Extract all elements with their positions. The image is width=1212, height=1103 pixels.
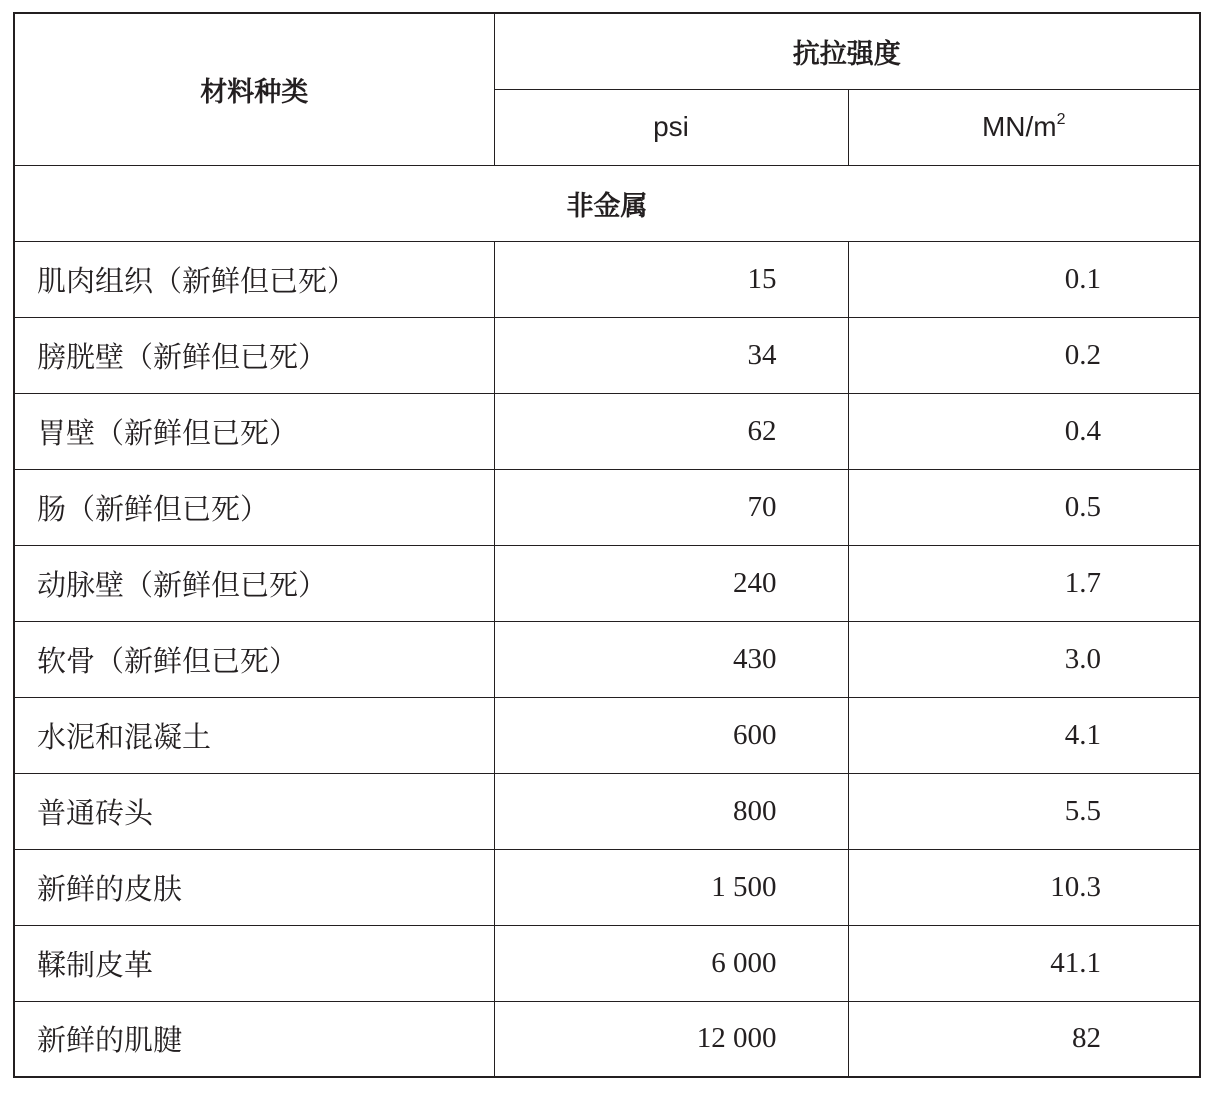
material-name-cell: 新鲜的皮肤 (14, 849, 494, 925)
psi-unit-header: psi (494, 89, 848, 165)
material-name-cell: 鞣制皮革 (14, 925, 494, 1001)
psi-value-cell: 6 000 (494, 925, 848, 1001)
table-row (14, 621, 1200, 697)
psi-value-cell: 1 500 (494, 849, 848, 925)
mn-unit-text: MN/m (981, 111, 1057, 142)
strength-header: 抗拉强度 (494, 13, 1200, 89)
material-name-cell: 新鲜的肌腱 (14, 1001, 494, 1077)
psi-value-cell: 600 (494, 697, 848, 773)
mn-value-cell: 10.3 (848, 849, 1200, 925)
material-name-cell: 肌肉组织（新鲜但已死） (14, 241, 494, 317)
mn-value-cell: 5.5 (848, 773, 1200, 849)
tensile-strength-table (13, 12, 1201, 1078)
material-name-cell: 水泥和混凝土 (14, 697, 494, 773)
table-row (14, 697, 1200, 773)
table-row (14, 393, 1200, 469)
table-row (14, 545, 1200, 621)
section-header: 非金属 (14, 165, 1200, 241)
table-row (14, 317, 1200, 393)
mn-value-cell: 0.5 (848, 469, 1200, 545)
psi-value-cell: 430 (494, 621, 848, 697)
section-row (14, 165, 1200, 241)
mn-unit-superscript: 2 (1056, 111, 1066, 128)
psi-value-cell: 15 (494, 241, 848, 317)
mn-value-cell: 1.7 (848, 545, 1200, 621)
mn-value-cell: 3.0 (848, 621, 1200, 697)
material-name-cell: 肠（新鲜但已死） (14, 469, 494, 545)
material-name-cell: 膀胱壁（新鲜但已死） (14, 317, 494, 393)
table-container (13, 12, 1201, 1078)
material-header: 材料种类 (14, 13, 494, 165)
table-row (14, 925, 1200, 1001)
psi-value-cell: 12 000 (494, 1001, 848, 1077)
material-name-cell: 胃壁（新鲜但已死） (14, 393, 494, 469)
table-row (14, 1001, 1200, 1077)
psi-value-cell: 62 (494, 393, 848, 469)
mn-value-cell: 41.1 (848, 925, 1200, 1001)
psi-value-cell: 70 (494, 469, 848, 545)
mn-value-cell: 4.1 (848, 697, 1200, 773)
psi-value-cell: 34 (494, 317, 848, 393)
table-row (14, 241, 1200, 317)
table-row (14, 469, 1200, 545)
material-name-cell: 软骨（新鲜但已死） (14, 621, 494, 697)
psi-value-cell: 240 (494, 545, 848, 621)
mn-unit-header (848, 89, 1200, 165)
material-name-cell: 普通砖头 (14, 773, 494, 849)
mn-value-cell: 0.2 (848, 317, 1200, 393)
psi-value-cell: 800 (494, 773, 848, 849)
mn-value-cell: 82 (848, 1001, 1200, 1077)
mn-value-cell: 0.1 (848, 241, 1200, 317)
mn-value-cell: 0.4 (848, 393, 1200, 469)
table-row (14, 773, 1200, 849)
material-name-cell: 动脉壁（新鲜但已死） (14, 545, 494, 621)
header-row (14, 13, 1200, 89)
table-row (14, 849, 1200, 925)
